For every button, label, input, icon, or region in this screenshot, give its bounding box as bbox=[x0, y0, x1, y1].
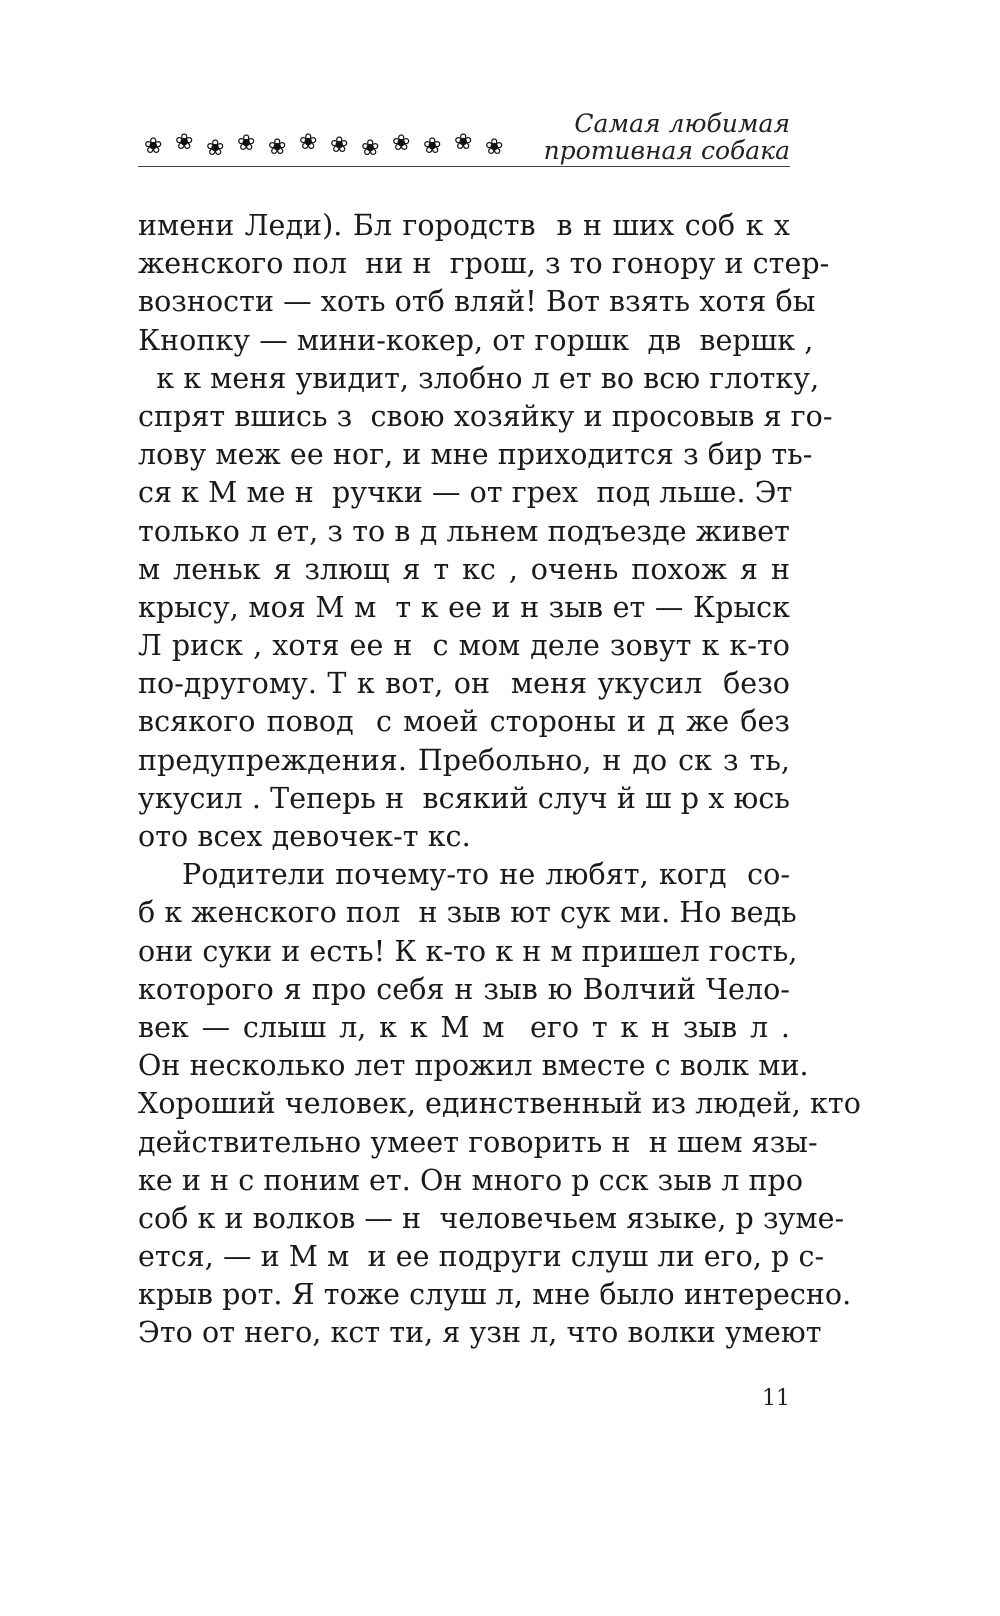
page-number: 11 bbox=[762, 1386, 790, 1411]
text-line: женского пол ни н грош, з то гонору и стер- bbox=[138, 247, 830, 281]
text-line: крыв рот. Я тоже слуш л, мне было интересно. bbox=[138, 1278, 852, 1312]
text-line: соб к и волков — н человечьем языке, р зуме- bbox=[138, 1201, 845, 1235]
text-line: Кнопку — мини-кокер, от горшк дв вершк , bbox=[138, 323, 814, 357]
paw-print-icon: ❀ bbox=[361, 136, 380, 161]
text-line: Родители почему-то не любят, когд со- bbox=[182, 858, 790, 892]
text-line: имени Леди). Бл городств в н ших соб к х bbox=[138, 209, 790, 242]
body-text bbox=[138, 207, 861, 1353]
text-line: которого я про себя н зыв ю Волчий Чело- bbox=[138, 972, 790, 1006]
text-line: Л риск , хотя ее н с мом деле зовут к к-то bbox=[138, 629, 790, 663]
text-line: действительно умеет говорить н н шем язы- bbox=[138, 1125, 818, 1159]
running-header-title bbox=[544, 110, 790, 164]
text-line: век — слыш л, к к М м его т к н зыв л . bbox=[138, 1010, 790, 1044]
text-line: всякого повод с моей стороны и д же без bbox=[138, 705, 790, 739]
text-line: ется, — и М м и ее подруги слуш ли его, р с- bbox=[138, 1240, 825, 1274]
paw-print-icon: ❀ bbox=[175, 130, 194, 155]
text-line: Он несколько лет прожил вместе с волк ми. bbox=[138, 1049, 809, 1083]
text-line: ке и н с поним ет. Он много р сск зыв л про bbox=[138, 1163, 804, 1197]
text-line: м леньк я злющ я т кс , очень похож я н bbox=[138, 552, 790, 586]
paw-print-icon: ❀ bbox=[237, 131, 256, 156]
paw-print-icon: ❀ bbox=[485, 135, 504, 160]
text-line: предупреждения. Пребольно, н до ск з ть, bbox=[138, 743, 790, 777]
text-line: ся к М ме н ручки — от грех под льше. Эт bbox=[138, 476, 793, 510]
paw-print-icon: ❀ bbox=[144, 134, 163, 159]
paw-print-icon: ❀ bbox=[206, 136, 225, 161]
text-line: по-другому. Т к вот, он меня укусил безо bbox=[138, 667, 790, 701]
text-line: они суки и есть! К к-то к н м пришел гость, bbox=[138, 934, 798, 968]
text-line: ото всех девочек-т кс. bbox=[138, 820, 471, 853]
text-line: Хороший человек, единственный из людей, кто bbox=[138, 1087, 861, 1121]
paw-prints-ornament bbox=[138, 132, 538, 166]
text-line: укусил . Теперь н всякий случ й ш р х юсь bbox=[138, 781, 790, 815]
paw-print-icon: ❀ bbox=[392, 131, 411, 156]
text-line: возности — хоть отб вляй! Вот взять хотя бы bbox=[138, 285, 816, 319]
text-line: к к меня увидит, злобно л ет во всю глотку, bbox=[138, 361, 820, 395]
paw-print-icon: ❀ bbox=[330, 133, 349, 158]
text-line: Это от него, кст ти, я узн л, что волки умеют bbox=[138, 1316, 822, 1350]
running-header-title-line1: Самая любимая bbox=[574, 109, 790, 138]
running-header bbox=[138, 110, 790, 166]
running-header-title-line2: противная собака bbox=[543, 136, 790, 165]
paw-print-icon: ❀ bbox=[268, 135, 287, 160]
text-line: крысу, моя М м т к ее и н зыв ет — Крыск bbox=[138, 590, 790, 624]
text-line: б к женского пол н зыв ют сук ми. Но ведь bbox=[138, 896, 797, 930]
text-line: лову меж ее ног, и мне приходится з бир ть- bbox=[138, 438, 813, 472]
text-line: спрят вшись з свою хозяйку и просовыв я го- bbox=[138, 399, 833, 433]
paw-print-icon: ❀ bbox=[454, 130, 473, 155]
text-line: только л ет, з то в д льнем подъезде живет bbox=[138, 514, 790, 548]
paw-print-icon: ❀ bbox=[423, 134, 442, 159]
paw-print-icon: ❀ bbox=[299, 130, 318, 155]
header-rule bbox=[138, 166, 790, 167]
